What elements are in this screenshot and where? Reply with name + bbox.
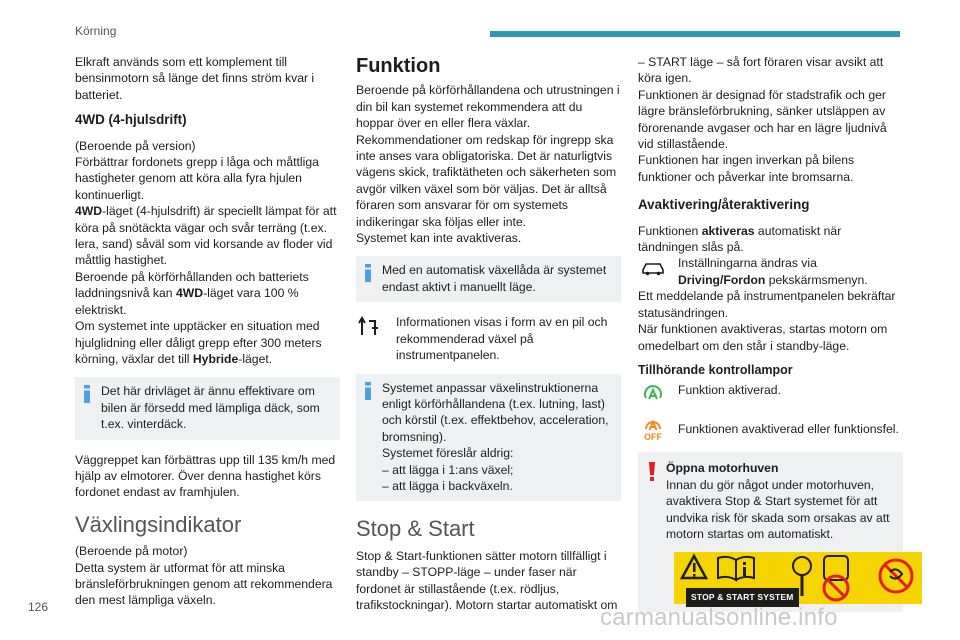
paragraph: Stop & Start-funktionen sätter motorn tillfälligt i standby – STOPP-läge – under faser när fordonet är stillastående (t.ex. rödljus, trafikstockningar). Motorn startar automatiskt om xyxy=(356,548,618,612)
column-1 xyxy=(75,54,340,609)
stop-start-label: STOP & START SYSTEM xyxy=(686,588,799,606)
stop-start-active-icon xyxy=(638,382,668,408)
paragraph: Väggreppet kan förbättras upp till 135 km/h med hjälp av elmotorer. Över denna hastighet körs fordonet endast av framhjulen. xyxy=(75,452,336,500)
info-note: Systemet anpassar växelinstruktionerna enligt körförhållandena (t.ex. lutning, last) och körstil (t.ex. effektbehov, acceleration, bromsning). Systemet föreslår aldrig: – att lägga i 1:ans växel; – att lägga i backväxeln. xyxy=(356,374,621,502)
paragraph: Funktionen har ingen inverkan på bilens funktioner och påverkar inte bromsarna. xyxy=(638,153,855,184)
lamp-on-row: Funktion aktiverad. xyxy=(638,382,903,410)
info-icon xyxy=(364,264,372,286)
heading-stop-start: Stop & Start xyxy=(356,516,475,542)
paragraph: – START läge – så fort föraren visar avsikt att köra igen. xyxy=(638,55,884,86)
info-icon xyxy=(83,385,91,407)
paragraph: Systemet kan inte avaktiveras. xyxy=(356,231,522,246)
paragraph: Beroende på körförhållanden och batteriets laddningsnivå kan 4WD-läget vara 100 % elektriskt. xyxy=(75,269,309,317)
column-3 xyxy=(638,54,903,612)
paragraph: (Beroende på motor) xyxy=(75,544,188,559)
heading-kontrollampor: Tillhörande kontrollampor xyxy=(638,362,793,377)
heading-funktion: Funktion xyxy=(356,55,441,77)
watermark: carmanualsonline.info xyxy=(600,604,838,631)
paragraph: 4WD-läget (4-hjulsdrift) är speciellt lämpat för att köra på snötäckta vägar och svår terräng (t.ex. lera, sand) såväl som vid korsande av floder vid måttlig hastighet. xyxy=(75,204,337,268)
heading-vaxlingsindikator: Växlingsindikator xyxy=(75,511,242,537)
car-icon xyxy=(638,255,668,281)
paragraph: Ett meddelande på instrumentpanelen bekräftar statusändringen. xyxy=(638,289,896,320)
heading-avaktivering: Avaktivering/återaktivering xyxy=(638,197,810,213)
paragraph: Elkraft används som ett komplement till bensinmotorn så länge det finns ström kvar i batteriet. xyxy=(75,55,315,102)
page-number: 126 xyxy=(28,600,49,614)
gear-shift-arrow-icon xyxy=(356,314,386,340)
column-2 xyxy=(356,54,621,613)
info-note: Det här drivläget är ännu effektivare om bilen är försedd med lämpliga däck, som t.ex. vinterdäck. xyxy=(75,377,340,439)
paragraph: Rekommendationer om redskap för ingrepp ska inte anses vara obligatoriska. Det är naturligtvis vägens skick, trafiktätheten och säkerheten som avgör vilken växel som bör väljas. Det är alltså föraren som ansvarar för om systemets indikeringar ska följas eller inte. xyxy=(356,132,617,229)
warning-note: Öppna motorhuven Innan du gör något under motorhuven, avaktivera Stop & Start systemet för att undvika risk för skada som orsakas av att motorn startas om automatiskt. STOP & START SYSTEM xyxy=(638,452,903,612)
paragraph: Funktionen är designad för stadstrafik och ger lägre bränsleförbrukning, sänker utsläppen av förorenande avgaser och har en lägre ljudnivå vid stillastående. xyxy=(638,87,887,152)
info-icon xyxy=(364,382,372,404)
gear-indicator-row: Informationen visas i form av en pil och rekommenderad växel på instrumentpanelen. xyxy=(356,314,621,363)
paragraph: När funktionen avaktiveras, startas motorn om omedelbart om den står i standby-läge. xyxy=(638,322,888,353)
paragraph: Detta system är utformat för att minska bränsleförbrukningen genom att rekommendera den mest lämpliga växeln. xyxy=(75,560,333,608)
paragraph: Funktionen aktiveras automatiskt när tändningen slås på. xyxy=(638,223,842,255)
paragraph: Om systemet inte upptäcker en situation med hjulglidning eller dåligt grepp efter 300 meters körning, växlar det till Hybride-läget. xyxy=(75,319,322,366)
info-note: Med en automatisk växellåda är systemet endast aktivt i manuellt läge. xyxy=(356,256,621,302)
paragraph: Beroende på körförhållandena och utrustningen i din bil kan systemet rekommendera att du hoppar över en eller flera växlar. xyxy=(356,83,620,131)
lamp-off-row: OFF Funktionen avaktiverad eller funktionsfel. xyxy=(638,416,903,444)
stop-start-off-icon: OFF xyxy=(638,416,668,442)
alert-icon xyxy=(648,462,656,486)
settings-menu-row: Inställningarna ändras via Driving/Fordon pekskärmsmenyn. xyxy=(638,255,903,288)
heading-4wd: 4WD (4-hjulsdrift) xyxy=(75,112,187,128)
paragraph: Förbättrar fordonets grepp i låga och måttliga hastigheter genom att köra alla fyra hjulen kontinuerligt. xyxy=(75,155,319,202)
paragraph: (Beroende på version) xyxy=(75,138,196,153)
stop-start-pictogram xyxy=(674,552,922,602)
header-accent-bar xyxy=(490,31,900,37)
section-title: Körning xyxy=(75,24,117,38)
